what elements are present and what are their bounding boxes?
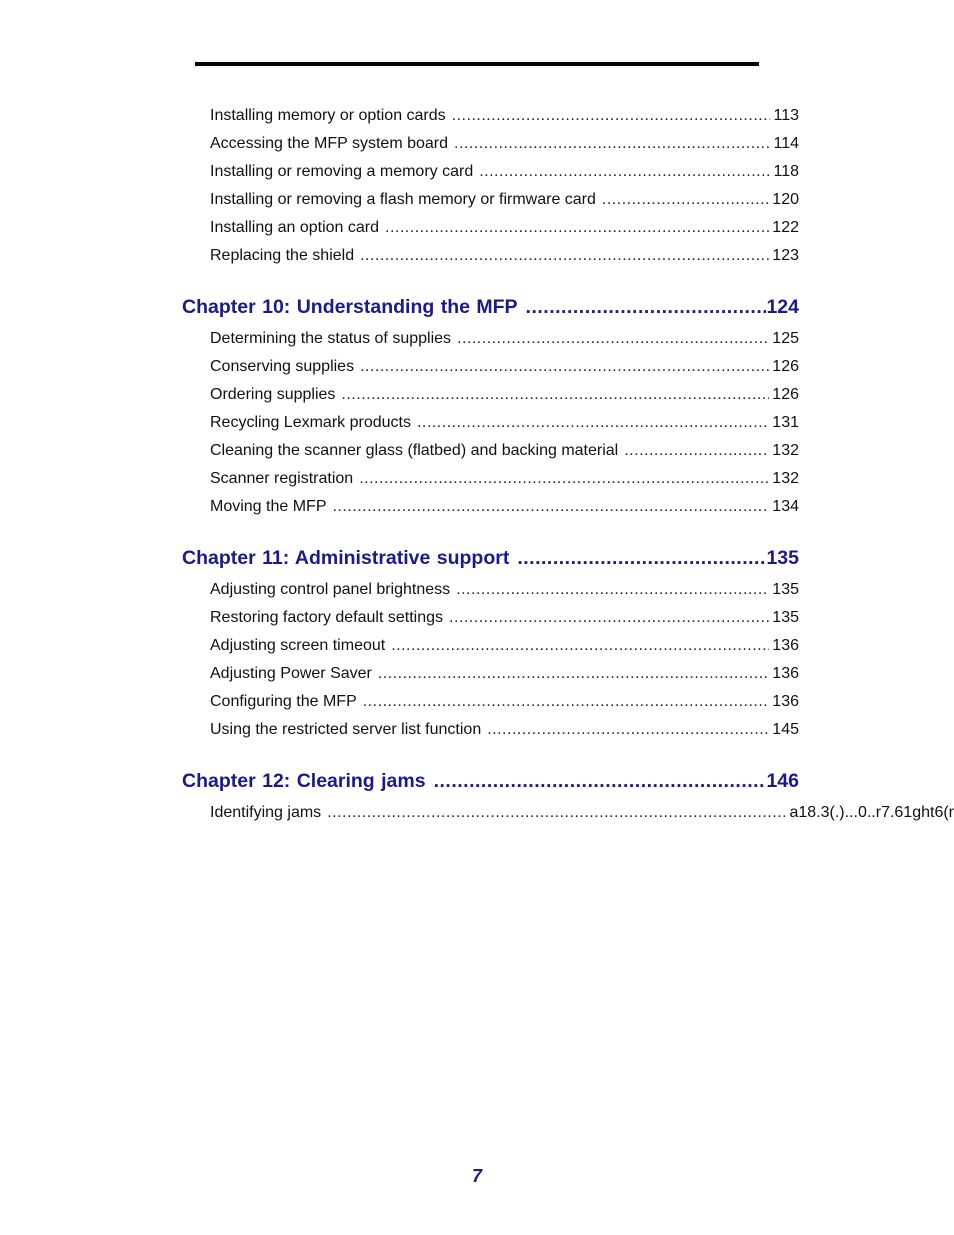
dot-leader (359, 470, 769, 488)
toc-entry-page: 120 (772, 191, 799, 208)
dot-leader (517, 547, 766, 570)
toc-entry-panel-brightness[interactable] (210, 581, 799, 603)
toc-chapter-11[interactable] (182, 547, 799, 573)
toc-chapter-12[interactable] (182, 770, 799, 796)
toc-entry-label: Accessing the MFP system board (210, 135, 449, 152)
toc-entry-label: Installing or removing a memory card (210, 163, 474, 180)
toc-entry-identifying-jams[interactable] (210, 804, 954, 826)
dot-leader (341, 386, 769, 404)
toc-entry-page: 135 (772, 581, 799, 598)
toc-entry-label: Restoring factory default settings (210, 609, 444, 626)
toc-entry-label: Scanner registration (210, 470, 354, 487)
chapter-heading-page: 124 (766, 296, 799, 318)
toc-entry-memory-card[interactable] (210, 163, 799, 185)
toc-entry-page: a18.3(.)...0..r7.61ght6(r (789, 804, 954, 821)
toc-entry-moving-mfp[interactable] (210, 498, 799, 520)
dot-leader (417, 414, 769, 432)
toc-entry-label: Adjusting control panel brightness (210, 581, 451, 598)
toc-entry-page: 122 (772, 219, 799, 236)
toc-entry-page: 136 (772, 637, 799, 654)
toc-entry-label: Installing an option card (210, 219, 379, 236)
toc-entry-label: Identifying jams (210, 804, 322, 821)
dot-leader (434, 770, 767, 793)
dot-leader (457, 330, 769, 348)
toc-entry-page: 126 (772, 386, 799, 403)
toc-entry-recycling[interactable] (210, 414, 799, 436)
dot-leader (360, 247, 769, 265)
toc-entry-label: Determining the status of supplies (210, 330, 452, 347)
chapter-heading-page: 146 (766, 770, 799, 792)
dot-leader (452, 107, 771, 125)
toc-entry-label: Cleaning the scanner glass (flatbed) and backing material (210, 442, 619, 459)
toc-entry-screen-timeout[interactable] (210, 637, 799, 659)
toc-entry-page: 135 (772, 609, 799, 626)
dot-leader (624, 442, 769, 460)
dot-leader (449, 609, 769, 627)
toc-entry-page: 134 (772, 498, 799, 515)
dot-leader (454, 135, 770, 153)
toc-entry-label: Replacing the shield (210, 247, 355, 264)
dot-leader (479, 163, 770, 181)
toc-entry-conserving-supplies[interactable] (210, 358, 799, 380)
dot-leader (327, 804, 786, 822)
dot-leader (487, 721, 769, 739)
toc-entry-label: Adjusting screen timeout (210, 637, 386, 654)
toc-entry-label: Using the restricted server list function (210, 721, 482, 738)
toc-entry-label: Ordering supplies (210, 386, 336, 403)
toc-entry-scanner-registration[interactable] (210, 470, 799, 492)
toc-entry-installing-memory-option-cards[interactable] (210, 107, 799, 129)
toc-entry-status-supplies[interactable] (210, 330, 799, 352)
toc-entry-label: Recycling Lexmark products (210, 414, 411, 431)
toc-chapter-10[interactable] (182, 296, 799, 322)
chapter-heading-page: 135 (766, 547, 799, 569)
toc-entry-label: Configuring the MFP (210, 693, 357, 710)
toc-entry-cleaning-scanner-glass[interactable] (210, 442, 799, 464)
toc-entry-flash-firmware-card[interactable] (210, 191, 799, 213)
toc-entry-page: 136 (772, 665, 799, 682)
dot-leader (602, 191, 769, 209)
toc-entry-label: Installing or removing a flash memory or firmware card (210, 191, 596, 208)
toc-entry-page: 125 (772, 330, 799, 347)
toc-entry-accessing-system-board[interactable] (210, 135, 799, 157)
toc-entry-page: 126 (772, 358, 799, 375)
dot-leader (378, 665, 769, 683)
toc-entry-factory-defaults[interactable] (210, 609, 799, 631)
chapter-heading-label: Chapter 11: Administrative support (182, 547, 510, 569)
page-number: 7 (471, 1166, 482, 1186)
dot-leader (360, 358, 769, 376)
dot-leader (391, 637, 769, 655)
toc-entry-label: Installing memory or option cards (210, 107, 446, 124)
dot-leader (385, 219, 769, 237)
toc-entry-page: 145 (772, 721, 799, 738)
dot-leader (456, 581, 769, 599)
dot-leader (363, 693, 770, 711)
toc-entry-option-card[interactable] (210, 219, 799, 241)
dot-leader (526, 296, 767, 319)
toc-entry-power-saver[interactable] (210, 665, 799, 687)
chapter-heading-label: Chapter 10: Understanding the MFP (182, 296, 518, 318)
toc-entry-ordering-supplies[interactable] (210, 386, 799, 408)
toc-entry-configuring-mfp[interactable] (210, 693, 799, 715)
toc-entry-label: Adjusting Power Saver (210, 665, 372, 682)
toc-entry-page: 113 (773, 107, 799, 124)
toc-entry-page: 136 (772, 693, 799, 710)
toc-entry-label: Moving the MFP (210, 498, 327, 515)
chapter-heading-label: Chapter 12: Clearing jams (182, 770, 426, 792)
toc-entry-page: 132 (772, 442, 799, 459)
toc-entry-replacing-shield[interactable] (210, 247, 799, 269)
dot-leader (332, 498, 769, 516)
toc-entry-page: 132 (772, 470, 799, 487)
toc-entry-page: 123 (772, 247, 799, 264)
toc-entry-page: 131 (772, 414, 799, 431)
toc-entry-page: 114 (773, 135, 799, 152)
toc-entry-restricted-server-list[interactable] (210, 721, 799, 743)
toc-entry-page: 118 (773, 163, 799, 180)
toc-entry-label: Conserving supplies (210, 358, 355, 375)
